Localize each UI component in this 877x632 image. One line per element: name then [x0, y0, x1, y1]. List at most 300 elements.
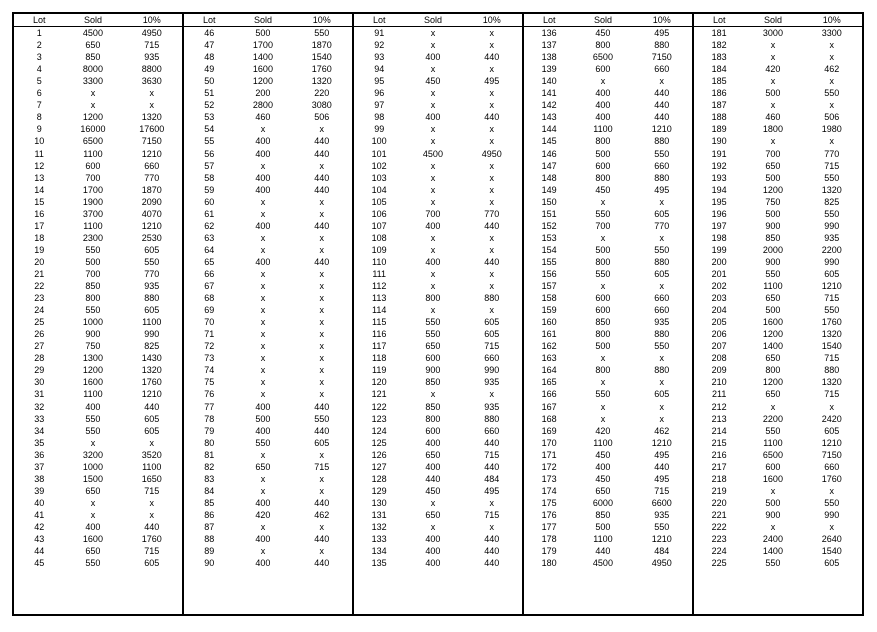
lot-cell: 168 — [541, 413, 557, 424]
lot-cell: 178 — [541, 534, 557, 545]
ten-percent-cell: 935 — [144, 52, 160, 63]
table-row — [14, 87, 182, 99]
ten-percent-cell: x — [829, 521, 834, 532]
ten-percent-cell: x — [319, 365, 324, 376]
table-row — [354, 388, 522, 400]
table-row — [184, 232, 352, 244]
lot-header: Lot — [202, 15, 216, 25]
lot-cell: 65 — [204, 256, 215, 267]
ten-percent-cell: 495 — [484, 76, 500, 87]
lot-cell: 125 — [371, 437, 387, 448]
table-row — [184, 256, 352, 268]
table-row — [354, 473, 522, 485]
ten-percent-cell: 440 — [484, 437, 500, 448]
table-row — [524, 485, 692, 497]
table-row — [184, 51, 352, 63]
sold-cell: 600 — [85, 160, 101, 171]
table-row — [184, 401, 352, 413]
lot-cell: 201 — [711, 268, 727, 279]
sold-cell: 500 — [595, 521, 611, 532]
lot-cell: 199 — [711, 244, 727, 255]
ten-percent-cell: 440 — [314, 184, 330, 195]
sold-cell: 400 — [595, 88, 611, 99]
sold-cell: 400 — [425, 558, 441, 569]
lot-cell: 27 — [34, 341, 45, 352]
sold-cell: 2000 — [762, 244, 783, 255]
ten-percent-cell: 440 — [484, 220, 500, 231]
sold-cell: 500 — [765, 497, 781, 508]
ten-percent-header: 10% — [312, 15, 331, 25]
lot-cell: 108 — [371, 232, 387, 243]
sold-cell: x — [260, 305, 266, 316]
table-row — [14, 509, 182, 521]
sold-cell: 650 — [765, 293, 781, 304]
sold-cell: 800 — [595, 329, 611, 340]
lot-cell: 25 — [34, 317, 45, 328]
sold-cell: 850 — [425, 401, 441, 412]
sold-cell: x — [260, 196, 266, 207]
table-row — [354, 256, 522, 268]
sold-cell: 2800 — [252, 100, 273, 111]
table-row — [524, 268, 692, 280]
sold-cell: 850 — [595, 509, 611, 520]
ten-percent-cell: 715 — [484, 341, 500, 352]
sold-cell: 500 — [765, 305, 781, 316]
ten-percent-cell: 715 — [484, 509, 500, 520]
sold-cell: 800 — [595, 40, 611, 51]
sold-cell: x — [260, 160, 266, 171]
sold-header: Sold — [423, 15, 442, 25]
header-row — [524, 14, 692, 27]
lot-cell: 142 — [541, 100, 557, 111]
lot-cell: 79 — [204, 425, 215, 436]
lot-sales-table — [12, 12, 864, 616]
table-row — [14, 232, 182, 244]
sold-cell: 650 — [425, 341, 441, 352]
table-row — [694, 196, 862, 208]
lot-cell: 71 — [204, 329, 215, 340]
table-row — [524, 509, 692, 521]
sold-cell: x — [430, 244, 436, 255]
table-row — [14, 280, 182, 292]
lot-cell: 45 — [34, 558, 45, 569]
sold-cell: x — [430, 172, 436, 183]
ten-percent-cell: 440 — [314, 220, 330, 231]
ten-percent-cell: 1760 — [821, 317, 842, 328]
ten-percent-cell: 6600 — [651, 497, 672, 508]
table-row — [14, 196, 182, 208]
sold-cell: 400 — [595, 112, 611, 123]
table-row — [184, 413, 352, 425]
table-row — [184, 449, 352, 461]
table-row — [184, 304, 352, 316]
sold-header: Sold — [83, 15, 102, 25]
table-row — [354, 268, 522, 280]
lot-cell: 54 — [204, 124, 215, 135]
sold-cell: 400 — [255, 256, 271, 267]
table-row — [14, 244, 182, 256]
table-row — [354, 521, 522, 533]
table-row — [694, 39, 862, 51]
sold-cell: 6500 — [762, 449, 783, 460]
ten-percent-cell: x — [489, 88, 494, 99]
lot-cell: 130 — [371, 497, 387, 508]
table-row — [184, 557, 352, 569]
ten-percent-header: 10% — [142, 15, 161, 25]
lot-cell: 129 — [371, 485, 387, 496]
table-row — [14, 184, 182, 196]
ten-percent-cell: 2200 — [821, 244, 842, 255]
ten-percent-cell: 7150 — [821, 449, 842, 460]
ten-percent-cell: 770 — [824, 148, 840, 159]
table-row — [524, 99, 692, 111]
sold-cell: 600 — [595, 64, 611, 75]
lot-table — [694, 14, 862, 569]
ten-percent-cell: x — [489, 136, 494, 147]
ten-percent-cell: 1540 — [821, 341, 842, 352]
lot-cell: 76 — [204, 389, 215, 400]
sold-cell: 400 — [425, 534, 441, 545]
table-row — [694, 449, 862, 461]
ten-percent-cell: 1870 — [311, 40, 332, 51]
lot-cell: 34 — [34, 425, 45, 436]
sold-cell: 400 — [255, 558, 271, 569]
lot-cell: 26 — [34, 329, 45, 340]
sold-cell: 650 — [425, 449, 441, 460]
sold-cell: x — [600, 232, 606, 243]
sold-cell: 200 — [255, 88, 271, 99]
lot-cell: 31 — [34, 389, 45, 400]
ten-percent-cell: 440 — [314, 172, 330, 183]
lot-cell: 73 — [204, 353, 215, 364]
sold-cell: 3200 — [82, 449, 103, 460]
table-row — [694, 172, 862, 184]
table-row — [694, 376, 862, 388]
lot-cell: 173 — [541, 473, 557, 484]
ten-percent-cell: 1100 — [142, 317, 162, 328]
lot-cell: 139 — [541, 64, 557, 75]
lot-cell: 114 — [372, 305, 387, 316]
sold-cell: 550 — [765, 268, 781, 279]
ten-percent-cell: 715 — [654, 485, 670, 496]
lot-cell: 87 — [204, 521, 215, 532]
sold-cell: 400 — [255, 148, 271, 159]
sold-cell: x — [430, 268, 436, 279]
lot-cell: 211 — [712, 389, 727, 400]
table-row — [184, 148, 352, 160]
ten-percent-cell: x — [489, 124, 494, 135]
sold-cell: 4500 — [422, 148, 443, 159]
ten-percent-cell: 462 — [314, 509, 330, 520]
ten-percent-cell: 550 — [654, 244, 670, 255]
lot-cell: 163 — [541, 353, 557, 364]
ten-percent-cell: 506 — [314, 112, 330, 123]
lot-cell: 72 — [204, 341, 215, 352]
sold-cell: 6000 — [592, 497, 613, 508]
sold-header: Sold — [593, 15, 612, 25]
lot-cell: 89 — [204, 546, 215, 557]
ten-percent-cell: 4950 — [141, 28, 162, 39]
table-row — [354, 437, 522, 449]
sold-cell: x — [260, 377, 266, 388]
table-row — [184, 292, 352, 304]
table-row — [354, 509, 522, 521]
ten-percent-cell: 715 — [824, 353, 840, 364]
sold-cell: 900 — [425, 365, 441, 376]
table-row — [354, 244, 522, 256]
lot-cell: 20 — [34, 256, 45, 267]
table-row — [184, 461, 352, 473]
lot-cell: 148 — [541, 172, 557, 183]
sold-cell: 550 — [85, 244, 101, 255]
table-row — [524, 352, 692, 364]
ten-percent-cell: 1540 — [821, 546, 842, 557]
table-row — [354, 160, 522, 172]
lot-cell: 194 — [711, 184, 727, 195]
table-row — [354, 557, 522, 569]
lot-cell: 192 — [711, 160, 727, 171]
sold-cell: x — [260, 208, 266, 219]
table-row — [524, 280, 692, 292]
sold-cell: x — [90, 88, 96, 99]
sold-cell: 460 — [765, 112, 781, 123]
table-row — [14, 473, 182, 485]
sold-cell: 1100 — [83, 389, 103, 400]
table-row — [184, 364, 352, 376]
ten-percent-cell: 605 — [824, 425, 840, 436]
sold-cell: x — [430, 521, 436, 532]
lot-cell: 122 — [371, 401, 387, 412]
sold-cell: 1600 — [762, 317, 783, 328]
table-row — [14, 376, 182, 388]
table-row — [184, 509, 352, 521]
sold-cell: 550 — [85, 425, 101, 436]
sold-cell: 1600 — [252, 64, 273, 75]
lot-cell: 183 — [711, 52, 727, 63]
sold-cell: 500 — [595, 244, 611, 255]
lot-cell: 127 — [371, 461, 387, 472]
lot-cell: 126 — [371, 449, 387, 460]
table-row — [694, 63, 862, 75]
ten-percent-cell: x — [489, 281, 494, 292]
sold-cell: 3300 — [82, 76, 103, 87]
ten-percent-cell: 605 — [144, 413, 160, 424]
lot-cell: 32 — [34, 401, 45, 412]
lot-cell: 188 — [711, 112, 727, 123]
table-row — [184, 111, 352, 123]
table-row — [184, 485, 352, 497]
ten-percent-cell: 4950 — [651, 558, 672, 569]
ten-percent-cell: 440 — [314, 497, 330, 508]
lot-cell: 30 — [34, 377, 45, 388]
table-row — [694, 268, 862, 280]
table-row — [354, 75, 522, 87]
ten-percent-cell: 2420 — [821, 413, 842, 424]
header-row — [184, 14, 352, 27]
table-row — [184, 328, 352, 340]
table-row — [354, 148, 522, 160]
ten-percent-cell: x — [319, 305, 324, 316]
table-row — [694, 304, 862, 316]
lot-cell: 98 — [374, 112, 385, 123]
table-row — [694, 99, 862, 111]
lot-cell: 149 — [541, 184, 557, 195]
lot-cell: 4 — [36, 64, 42, 75]
sold-cell: 850 — [595, 317, 611, 328]
ten-percent-cell: 715 — [144, 485, 160, 496]
lot-cell: 215 — [711, 437, 727, 448]
lot-table — [524, 14, 692, 569]
ten-percent-cell: 440 — [654, 461, 670, 472]
lot-cell: 101 — [371, 148, 387, 159]
table-row — [14, 388, 182, 400]
sold-cell: 550 — [85, 413, 101, 424]
sold-cell: 1200 — [762, 377, 783, 388]
lot-cell: 84 — [204, 485, 215, 496]
sold-cell: 420 — [595, 425, 611, 436]
ten-percent-cell: 440 — [654, 88, 670, 99]
sold-cell: 550 — [85, 558, 101, 569]
table-row — [354, 196, 522, 208]
lot-cell: 210 — [711, 377, 727, 388]
lot-cell: 152 — [541, 220, 557, 231]
sold-cell: x — [260, 268, 266, 279]
table-row — [14, 39, 182, 51]
ten-percent-cell: 550 — [314, 413, 330, 424]
lot-cell: 13 — [34, 172, 45, 183]
ten-percent-cell: 495 — [484, 485, 500, 496]
sold-cell: 600 — [765, 461, 781, 472]
ten-percent-cell: 462 — [654, 425, 670, 436]
ten-percent-cell: 1320 — [141, 365, 162, 376]
table-row — [184, 135, 352, 147]
lot-cell: 113 — [372, 293, 387, 304]
table-row — [184, 27, 352, 40]
table-row — [524, 340, 692, 352]
ten-percent-cell: 440 — [484, 558, 500, 569]
ten-percent-cell: 1760 — [311, 64, 332, 75]
lot-cell: 156 — [541, 268, 557, 279]
sold-cell: x — [260, 449, 266, 460]
sold-cell: x — [600, 196, 606, 207]
ten-percent-cell: 880 — [144, 293, 160, 304]
table-row — [524, 533, 692, 545]
ten-percent-cell: 3520 — [141, 449, 162, 460]
lot-cell: 185 — [711, 76, 727, 87]
table-row — [694, 123, 862, 135]
ten-percent-cell: 660 — [654, 305, 670, 316]
ten-percent-cell: 605 — [654, 208, 670, 219]
ten-percent-cell: 1320 — [311, 76, 332, 87]
table-row — [354, 87, 522, 99]
sold-cell: x — [90, 509, 96, 520]
lot-cell: 128 — [371, 473, 387, 484]
sold-cell: 500 — [765, 172, 781, 183]
table-row — [694, 220, 862, 232]
ten-percent-cell: 1210 — [651, 534, 672, 545]
ten-percent-cell: 550 — [144, 256, 160, 267]
ten-percent-cell: x — [829, 52, 834, 63]
table-row — [354, 172, 522, 184]
ten-percent-cell: 715 — [824, 160, 840, 171]
sold-cell: 700 — [425, 208, 441, 219]
lot-cell: 66 — [204, 268, 215, 279]
sold-cell: x — [90, 497, 96, 508]
sold-cell: 1100 — [593, 534, 613, 545]
sold-cell: 850 — [425, 377, 441, 388]
table-row — [694, 437, 862, 449]
table-row — [694, 413, 862, 425]
ten-percent-cell: 990 — [824, 256, 840, 267]
sold-cell: x — [260, 473, 266, 484]
table-row — [14, 172, 182, 184]
lot-cell: 214 — [711, 425, 727, 436]
ten-percent-cell: 4070 — [141, 208, 162, 219]
sold-cell: 650 — [765, 160, 781, 171]
table-row — [14, 123, 182, 135]
lot-cell: 80 — [204, 437, 215, 448]
ten-percent-cell: 440 — [654, 100, 670, 111]
ten-percent-cell: 660 — [484, 425, 500, 436]
table-row — [354, 364, 522, 376]
table-row — [184, 316, 352, 328]
sold-cell: 4500 — [592, 558, 613, 569]
ten-percent-cell: x — [149, 509, 154, 520]
ten-percent-cell: 440 — [484, 534, 500, 545]
ten-percent-cell: x — [489, 184, 494, 195]
ten-percent-cell: x — [319, 473, 324, 484]
table-row — [524, 39, 692, 51]
ten-percent-cell: x — [829, 40, 834, 51]
lot-cell: 86 — [204, 509, 215, 520]
sold-cell: 2400 — [762, 534, 783, 545]
lot-cell: 15 — [34, 196, 45, 207]
ten-percent-cell: 605 — [484, 317, 500, 328]
table-row — [694, 340, 862, 352]
table-row — [184, 268, 352, 280]
lot-cell: 157 — [541, 281, 557, 292]
lot-cell: 166 — [541, 389, 557, 400]
lot-cell: 68 — [204, 293, 215, 304]
lot-cell: 64 — [204, 244, 215, 255]
ten-percent-cell: 1870 — [141, 184, 162, 195]
table-row — [524, 461, 692, 473]
table-row — [14, 63, 182, 75]
ten-percent-cell: x — [319, 208, 324, 219]
table-row — [524, 413, 692, 425]
table-row — [694, 87, 862, 99]
sold-cell: 1200 — [82, 365, 103, 376]
ten-percent-cell: 220 — [314, 88, 330, 99]
sold-cell: x — [430, 100, 436, 111]
sold-cell: x — [430, 497, 436, 508]
ten-percent-cell: 935 — [484, 377, 500, 388]
ten-percent-cell: 484 — [654, 546, 670, 557]
table-row — [524, 256, 692, 268]
table-row — [354, 232, 522, 244]
ten-percent-cell: x — [489, 64, 494, 75]
ten-percent-cell: x — [489, 40, 494, 51]
table-row — [184, 160, 352, 172]
sold-cell: x — [430, 124, 436, 135]
sold-cell: 650 — [425, 509, 441, 520]
sold-cell: 1100 — [593, 437, 613, 448]
lot-cell: 40 — [34, 497, 45, 508]
sold-cell: 550 — [85, 305, 101, 316]
ten-percent-cell: x — [319, 124, 324, 135]
ten-percent-cell: 770 — [144, 268, 160, 279]
table-row — [694, 27, 862, 40]
